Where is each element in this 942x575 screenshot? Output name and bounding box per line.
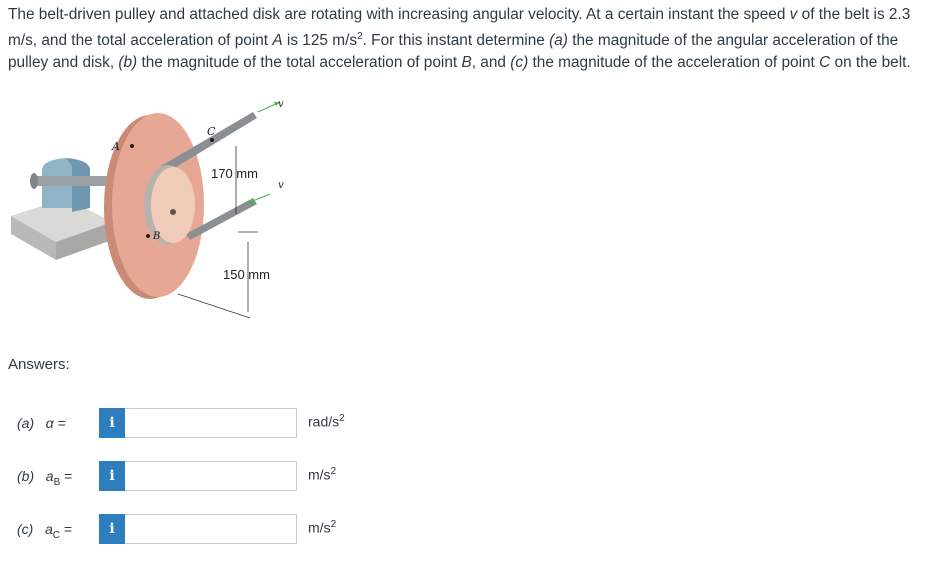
problem-text: is 125 m/s (282, 32, 358, 50)
info-icon[interactable]: i (99, 514, 125, 544)
problem-text: the magnitude of the total acceleration of point (137, 54, 462, 72)
answer-symbol: α (45, 415, 54, 431)
answer-label-a (17, 415, 66, 435)
answer-row-c (0, 512, 942, 546)
part-a-ref: (a) (549, 32, 568, 50)
equals-sign: = (64, 468, 73, 484)
problem-text: on the belt. (830, 54, 911, 72)
answer-label-b (17, 468, 72, 488)
problem-statement (8, 4, 934, 74)
unit-b (308, 466, 336, 483)
problem-text: . For this instant determine (362, 32, 550, 50)
point-A-marker (130, 144, 134, 148)
label-v-top: v (278, 99, 284, 110)
unit-text: m/s (308, 519, 331, 536)
var-C: C (819, 54, 831, 72)
unit-c (308, 519, 336, 536)
point-C-marker (210, 138, 214, 142)
var-v: v (789, 6, 798, 23)
answer-subscript: B (53, 476, 61, 488)
answer-input-a[interactable] (125, 408, 297, 438)
problem-text: The belt-driven pulley and attached disk are rotating with increasing angular velocity. At a certain instant the speed (8, 6, 790, 23)
dimension-150-label: 150 mm (223, 267, 270, 282)
dimension-leader (178, 294, 250, 318)
answer-subscript: C (52, 529, 61, 541)
answer-symbol: a (45, 468, 54, 484)
answer-symbol: a (45, 521, 53, 537)
answer-input-b[interactable] (125, 461, 297, 491)
pulley-diagram (8, 94, 300, 330)
unit-text: m/s (308, 466, 331, 483)
problem-text: of the belt is 2.3 m/s, and the total acceleration of point (8, 6, 911, 50)
answer-row-b (0, 459, 942, 493)
part-label: (c) (17, 521, 34, 537)
problem-text: , and (471, 54, 511, 72)
part-label: (b) (17, 468, 35, 484)
answer-row-a (0, 406, 942, 440)
part-label: (a) (17, 415, 35, 431)
answer-label-c (17, 521, 72, 541)
label-C: C (207, 125, 216, 138)
exponent: 2 (357, 31, 363, 42)
var-B: B (461, 54, 472, 72)
pulley-center (170, 209, 176, 215)
answer-input-c[interactable] (125, 514, 297, 544)
unit-a (308, 413, 345, 430)
var-A: A (272, 32, 283, 50)
problem-text: the magnitude of the acceleration of point (528, 54, 820, 72)
shaft-end (30, 173, 38, 189)
problem-text: the magnitude of the angular acceleration of the pulley and disk, (8, 32, 899, 72)
unit-exponent: 2 (339, 413, 345, 424)
part-c-ref: (c) (510, 54, 529, 72)
label-v-bottom: v (278, 180, 284, 191)
info-icon[interactable]: i (99, 461, 125, 491)
label-B: B (153, 231, 161, 242)
label-A: A (112, 140, 120, 153)
unit-text: rad/s (308, 413, 340, 430)
answers-heading: Answers: (8, 356, 70, 373)
unit-exponent: 2 (330, 519, 337, 530)
part-b-ref: (b) (118, 54, 138, 72)
point-B-marker (146, 234, 150, 238)
equals-sign: = (57, 415, 66, 431)
pulley-figure (8, 94, 300, 330)
dimension-170-label: 170 mm (211, 166, 258, 181)
info-icon[interactable]: i (99, 408, 125, 438)
equals-sign: = (63, 521, 73, 537)
unit-exponent: 2 (330, 466, 337, 477)
